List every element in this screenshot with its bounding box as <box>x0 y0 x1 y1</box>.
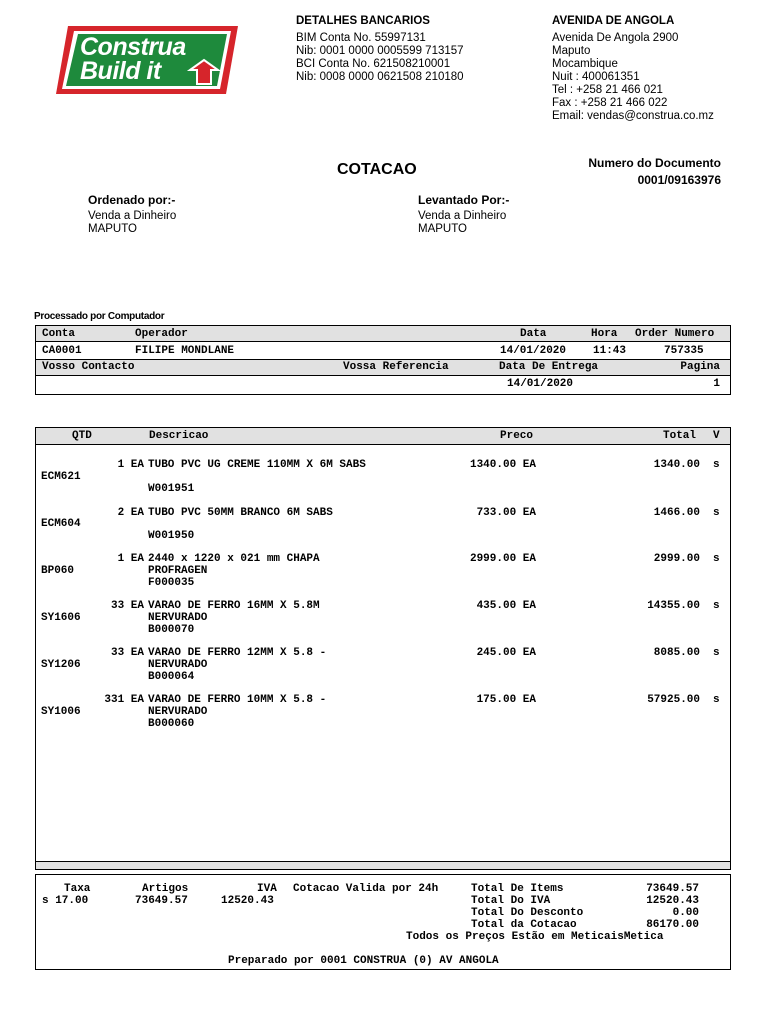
item-code: SY1006 <box>41 706 81 718</box>
item-total: 14355.00 <box>647 600 700 612</box>
item-code: SY1606 <box>41 612 81 624</box>
ordered-by-label: Ordenado por:- <box>88 193 176 207</box>
branch-line: Mocambique <box>552 58 618 70</box>
item-description: VARAO DE FERRO 10MM X 5.8 - <box>148 694 327 706</box>
bank-line: Nib: 0008 0000 0621508 210180 <box>296 71 464 83</box>
item-description: 2440 x 1220 x 021 mm CHAPA <box>148 553 320 565</box>
info-box <box>35 325 731 395</box>
item-description: NERVURADO <box>148 706 208 718</box>
ordered-by-line: MAPUTO <box>88 223 137 235</box>
branch-line: Fax : +258 21 466 022 <box>552 97 668 109</box>
processed-note: Processado por Computador <box>34 311 165 322</box>
item-description: TUBO PVC 50MM BRANCO 6M SABS <box>148 507 333 519</box>
bank-details <box>296 15 464 84</box>
logo-line1: Construa <box>80 33 186 61</box>
prepared-by: Preparado por 0001 CONSTRUA (0) AV ANGOLA <box>228 955 499 967</box>
item-total: 57925.00 <box>647 694 700 706</box>
item-description: NERVURADO <box>148 659 208 671</box>
header-preco: Preco <box>500 430 534 442</box>
item-description: VARAO DE FERRO 16MM X 5.8M <box>148 600 320 612</box>
item-total: 1466.00 <box>653 507 700 519</box>
document-number-label: Numero do Documento <box>588 156 721 170</box>
raised-by <box>418 194 509 236</box>
item-price: 1340.00 EA <box>469 459 536 471</box>
artigos-value: 73649.57 <box>135 895 188 907</box>
header-data-entrega: Data De Entrega <box>499 361 599 373</box>
currency-note: Todos os Preços Estão em MeticaisMetica <box>406 931 664 943</box>
header-pagina: Pagina <box>680 361 720 373</box>
item-reference: W001951 <box>148 483 195 495</box>
item-description: VARAO DE FERRO 12MM X 5.8 - <box>148 647 327 659</box>
bank-line: BIM Conta No. 55997131 <box>296 32 426 44</box>
header-descricao: Descricao <box>149 430 209 442</box>
item-vat-flag: s <box>713 694 720 706</box>
item-reference: F000035 <box>148 577 195 589</box>
operador-value: FILIPE MONDLANE <box>135 345 235 357</box>
item-total: 2999.00 <box>653 553 700 565</box>
item-description: TUBO PVC UG CREME 110MM X 6M SABS <box>148 459 366 471</box>
taxa-label: Taxa <box>64 883 91 895</box>
item-qty: 2 EA <box>117 507 144 519</box>
item-price: 175.00 EA <box>476 694 536 706</box>
item-qty: 33 EA <box>110 647 144 659</box>
artigos-label: Artigos <box>142 883 189 895</box>
item-reference: B000060 <box>148 718 195 730</box>
branch-line: Nuit : 400061351 <box>552 71 640 83</box>
item-code: BP060 <box>41 565 75 577</box>
iva-value: 12520.43 <box>221 895 274 907</box>
item-vat-flag: s <box>713 507 720 519</box>
header-data: Data <box>520 328 547 340</box>
raised-by-line: Venda a Dinheiro <box>418 210 507 222</box>
item-code: SY1206 <box>41 659 81 671</box>
item-description: NERVURADO <box>148 612 208 624</box>
item-reference: B000064 <box>148 671 195 683</box>
total-iva-label: Total Do IVA <box>471 895 551 907</box>
bank-line: BCI Conta No. 621508210001 <box>296 58 451 70</box>
branch-line: Tel : +258 21 466 021 <box>552 84 663 96</box>
item-reference: W001950 <box>148 530 195 542</box>
data-entrega-value: 14/01/2020 <box>507 378 574 390</box>
raised-by-label: Levantado Por:- <box>418 193 510 207</box>
total-items-label: Total De Items <box>471 883 564 895</box>
header-vosso-contacto: Vosso Contacto <box>42 361 135 373</box>
item-vat-flag: s <box>713 553 720 565</box>
header-vossa-referencia: Vossa Referencia <box>343 361 449 373</box>
item-code: ECM621 <box>41 471 81 483</box>
branch-line: Avenida De Angola 2900 <box>552 32 679 44</box>
item-code: ECM604 <box>41 518 81 530</box>
data-value: 14/01/2020 <box>500 345 567 357</box>
hora-value: 11:43 <box>593 345 627 357</box>
document-title: COTACAO <box>337 161 417 178</box>
item-price: 245.00 EA <box>476 647 536 659</box>
header-order-numero: Order Numero <box>635 328 715 340</box>
item-qty: 1 EA <box>117 553 144 565</box>
header-operador: Operador <box>135 328 188 340</box>
total-cotacao-value: 86170.00 <box>646 919 699 931</box>
item-qty: 1 EA <box>117 459 144 471</box>
item-qty: 33 EA <box>110 600 144 612</box>
validity-note: Cotacao Valida por 24h <box>293 883 439 895</box>
total-desconto-label: Total Do Desconto <box>471 907 584 919</box>
bank-heading: DETALHES BANCARIOS <box>296 15 430 27</box>
item-total: 8085.00 <box>653 647 700 659</box>
order-numero-value: 757335 <box>664 345 704 357</box>
header-qtd: QTD <box>72 430 92 442</box>
taxa-value: s 17.00 <box>42 895 89 907</box>
item-total: 1340.00 <box>653 459 700 471</box>
branch-line: Email: vendas@construa.co.mz <box>552 110 714 122</box>
item-reference: B000070 <box>148 624 195 636</box>
iva-label: IVA <box>257 883 277 895</box>
item-vat-flag: s <box>713 647 720 659</box>
branch-line: Maputo <box>552 45 591 57</box>
company-logo <box>54 24 240 96</box>
item-price: 2999.00 EA <box>469 553 536 565</box>
item-description: PROFRAGEN <box>148 565 208 577</box>
pagina-value: 1 <box>713 378 720 390</box>
item-vat-flag: s <box>713 459 720 471</box>
item-qty: 331 EA <box>104 694 144 706</box>
ordered-by <box>88 194 176 236</box>
document-number: 0001/09163976 <box>637 173 721 187</box>
total-cotacao-label: Total da Cotacao <box>471 919 577 931</box>
header-v: V <box>713 430 720 442</box>
header-hora: Hora <box>591 328 618 340</box>
item-price: 733.00 EA <box>476 507 536 519</box>
branch-details <box>552 15 714 123</box>
raised-by-line: MAPUTO <box>418 223 467 235</box>
header-total: Total <box>663 430 697 442</box>
total-desconto-value: 0.00 <box>672 907 699 919</box>
item-price: 435.00 EA <box>476 600 536 612</box>
total-items-value: 73649.57 <box>646 883 699 895</box>
ordered-by-line: Venda a Dinheiro <box>88 210 177 222</box>
totals-box <box>35 874 731 970</box>
bank-line: Nib: 0001 0000 0005599 713157 <box>296 45 464 57</box>
logo-line2: Build it <box>80 57 161 85</box>
header-conta: Conta <box>42 328 76 340</box>
branch-heading: AVENIDA DE ANGOLA <box>552 15 675 27</box>
total-iva-value: 12520.43 <box>646 895 699 907</box>
conta-value: CA0001 <box>42 345 82 357</box>
item-vat-flag: s <box>713 600 720 612</box>
